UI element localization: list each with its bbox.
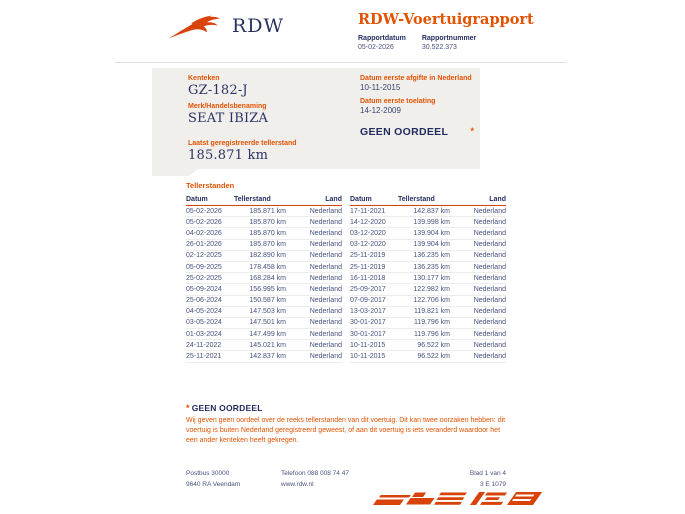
tellerstand-cell [234,206,296,217]
land-cell: Nederland [460,217,506,228]
tellerstand-value: 147.503 km [249,308,286,316]
datum-cell: 30-01-2017 [350,329,398,340]
land-cell: Nederland [296,351,342,362]
datum-cell: 25-06-2024 [186,295,234,306]
verdict-footnote [186,403,506,446]
registration-dates-block [360,75,474,138]
tellerstand-cell [398,295,460,306]
table-row [350,295,506,306]
table-row [350,261,506,272]
land-cell: Nederland [460,284,506,295]
tellerstand-cell [398,284,460,295]
tellerstand-cell [234,351,296,362]
datum-cell: 25-11-2021 [186,351,234,362]
tellerstand-header: Tellerstand [234,194,296,206]
footer-contact [281,468,470,490]
tellerstand-header: Tellerstand [398,194,460,206]
tellerstand-cell [398,228,460,239]
verdict-badge: GEEN OORDEEL [360,126,449,138]
land-cell: Nederland [460,329,506,340]
land-cell: Nederland [460,239,506,250]
report-header [358,11,558,51]
last-odometer-label: Laatst geregistreerde tellerstand [188,140,297,147]
table-row [186,206,342,217]
header-divider [115,62,567,63]
land-cell: Nederland [460,295,506,306]
tellerstand-cell [234,217,296,228]
datum-cell: 05-09-2024 [186,284,234,295]
datum-cell: 25-11-2019 [350,261,398,272]
tellerstand-value: 168.284 km [249,274,286,282]
tellerstand-value: 96.522 km [417,353,450,361]
footer-phone: Telefoon 088 008 74 47 [281,470,349,477]
datum-cell: 03-12-2020 [350,228,398,239]
report-meta [358,35,558,51]
land-header: Land [296,194,342,206]
report-date-label: Rapportdatum [358,35,406,42]
datum-cell: 03-12-2020 [350,239,398,250]
odometer-section [186,181,506,363]
table-row [350,273,506,284]
tellerstand-cell [398,206,460,217]
table-header-row [350,194,506,206]
asterisk-icon: * [186,403,190,413]
tellerstand-value: 150.587 km [249,297,286,305]
tellerstand-cell [234,250,296,261]
odometer-table-right [350,194,506,363]
datum-cell: 05-02-2026 [186,217,234,228]
land-cell: Nederland [296,261,342,272]
table-row [350,284,506,295]
datum-header: Datum [350,194,398,206]
land-cell: Nederland [296,284,342,295]
tellerstand-cell [234,329,296,340]
merk-value: SEAT IBIZA [188,111,269,126]
land-cell: Nederland [296,306,342,317]
tellerstand-cell [398,273,460,284]
footer-form-code: 3 E 1079 [479,481,506,488]
table-row [350,250,506,261]
tellerstand-cell [398,306,460,317]
footnote-title-text: GEEN OORDEEL [191,403,263,413]
rdw-logo-text: RDW [232,15,285,37]
land-cell: Nederland [296,295,342,306]
tellerstand-value: 130.177 km [413,274,450,282]
datum-cell: 10-11-2015 [350,340,398,351]
datum-cell: 03-05-2024 [186,317,234,328]
report-number-field [422,35,476,51]
tellerstand-cell [234,228,296,239]
table-row [186,273,342,284]
datum-cell: 16-11-2018 [350,273,398,284]
table-row [186,340,342,351]
land-cell: Nederland [296,317,342,328]
land-cell: Nederland [460,261,506,272]
datum-cell: 04-05-2024 [186,306,234,317]
table-row [186,295,342,306]
land-cell: Nederland [460,340,506,351]
table-header-row [186,194,342,206]
table-row [186,329,342,340]
footnote-title [186,403,506,413]
land-cell: Nederland [296,250,342,261]
rdw-logo-bird-icon [168,10,226,42]
report-date-value: 05-02-2026 [358,44,394,51]
tellerstand-value: 122.982 km [413,285,450,293]
tellerstand-value: 147.499 km [249,330,286,338]
table-row [350,306,506,317]
table-row [350,206,506,217]
tellerstand-value: 178.458 km [249,263,286,271]
first-issue-label: Datum eerste afgifte in Nederland [360,75,472,82]
land-cell: Nederland [296,228,342,239]
land-cell: Nederland [460,317,506,328]
land-cell: Nederland [460,250,506,261]
tellerstand-value: 142.837 km [249,353,286,361]
table-row [350,217,506,228]
tellerstand-value: 156.995 km [249,285,286,293]
datum-cell: 25-09-2017 [350,284,398,295]
last-odometer-block [188,140,297,168]
footnote-text: Wij geven geen oordeel over de reeks tellerstanden van dit voertuig. Dit kan twee oorzaken hebben: dit voertuig is buiten Nederland geregistreerd geweest, of aan dit voertuig is iets veranderd waardoor het een ander kenteken heeft gekregen. [186,417,506,444]
tellerstand-value: 145.021 km [249,341,286,349]
vehicle-summary-panel [152,68,480,169]
datum-cell: 02-12-2025 [186,250,234,261]
tellerstand-value: 119.796 km [413,319,450,327]
datum-cell: 07-09-2017 [350,295,398,306]
first-issue-value: 10-11-2015 [360,83,401,92]
merk-label: Merk/Handelsbenaming [188,103,267,110]
odometer-tables [186,194,506,363]
datum-cell: 24-11-2022 [186,340,234,351]
tellerstand-value: 139.998 km [413,218,450,226]
table-row [186,306,342,317]
datum-cell: 26-01-2026 [186,239,234,250]
table-row [350,228,506,239]
tellerstand-cell [398,217,460,228]
report-number-value: 30.522.373 [421,44,457,51]
land-cell: Nederland [460,351,506,362]
last-odometer-value: 185.871 km [188,148,269,163]
tellerstand-value: 136.235 km [413,263,450,271]
tellerstand-cell [398,340,460,351]
table-row [186,351,342,362]
speed-lines-graphic [373,490,545,512]
table-row [186,217,342,228]
tellerstand-value: 185.870 km [249,241,286,249]
tellerstand-value: 122.706 km [413,297,450,305]
land-cell: Nederland [460,273,506,284]
footer-address-line2: 9640 RA Veendam [186,481,241,488]
document-footer [186,468,506,490]
land-cell: Nederland [296,329,342,340]
land-cell: Nederland [296,217,342,228]
asterisk-icon: * [470,126,474,136]
table-row [350,239,506,250]
tellerstand-cell [234,340,296,351]
datum-cell: 14-12-2020 [350,217,398,228]
tellerstand-value: 185.870 km [249,229,286,237]
tellerstand-cell [234,317,296,328]
odometer-section-title: Tellerstanden [186,181,235,190]
table-row [186,250,342,261]
tellerstand-cell [398,261,460,272]
datum-cell: 01-03-2024 [186,329,234,340]
land-cell: Nederland [460,206,506,217]
tellerstand-cell [398,239,460,250]
tellerstand-value: 96.522 km [417,341,450,349]
odometer-table-left [186,194,342,363]
tellerstand-cell [234,295,296,306]
datum-cell: 05-09-2025 [186,261,234,272]
verdict-row [360,126,474,138]
land-header: Land [460,194,506,206]
table-row [186,284,342,295]
footer-address-line1: Postbus 30000 [186,470,230,477]
tellerstand-cell [398,351,460,362]
tellerstand-value: 147.501 km [249,319,286,327]
vehicle-id-block [188,75,268,131]
tellerstand-cell [234,284,296,295]
tellerstand-value: 182.890 km [249,252,286,260]
tellerstand-value: 139.904 km [413,241,450,249]
report-date-field [358,35,406,51]
table-row [186,261,342,272]
datum-cell: 05-02-2026 [186,206,234,217]
land-cell: Nederland [460,306,506,317]
land-cell: Nederland [460,228,506,239]
table-row [350,317,506,328]
tellerstand-value: 185.871 km [249,207,286,215]
datum-cell: 25-11-2019 [350,250,398,261]
table-row [350,340,506,351]
rdw-logo [168,10,284,42]
datum-header: Datum [186,194,234,206]
tellerstand-value: 142.837 km [413,207,450,215]
footer-address [186,468,281,490]
datum-cell: 30-01-2017 [350,317,398,328]
land-cell: Nederland [296,340,342,351]
footer-page-number: Blad 1 van 4 [469,470,506,477]
tellerstand-value: 185.870 km [249,218,286,226]
report-title: RDW-Voertuigrapport [358,11,534,28]
datum-cell: 17-11-2021 [350,206,398,217]
table-row [186,239,342,250]
tellerstand-cell [234,239,296,250]
footer-website: www.rdw.nl [281,481,314,488]
first-admission-value: 14-12-2009 [360,106,401,115]
tellerstand-cell [234,273,296,284]
table-row [350,351,506,362]
footer-page-info [470,468,506,490]
tellerstand-cell [234,306,296,317]
table-row [186,317,342,328]
datum-cell: 25-02-2025 [186,273,234,284]
tellerstand-value: 136.235 km [413,252,450,260]
kenteken-label: Kenteken [188,75,220,82]
land-cell: Nederland [296,206,342,217]
tellerstand-cell [398,329,460,340]
land-cell: Nederland [296,273,342,284]
datum-cell: 13-03-2017 [350,306,398,317]
tellerstand-value: 139.904 km [413,229,450,237]
first-admission-label: Datum eerste toelating [360,98,436,105]
tellerstand-cell [398,317,460,328]
report-number-label: Rapportnummer [421,35,477,42]
tellerstand-value: 119.796 km [413,330,450,338]
tellerstand-value: 119.821 km [413,308,450,316]
datum-cell: 10-11-2015 [350,351,398,362]
kenteken-value: GZ-182-J [188,83,248,98]
table-row [186,228,342,239]
table-row [350,329,506,340]
tellerstand-cell [398,250,460,261]
tellerstand-cell [234,261,296,272]
datum-cell: 04-02-2026 [186,228,234,239]
land-cell: Nederland [296,239,342,250]
